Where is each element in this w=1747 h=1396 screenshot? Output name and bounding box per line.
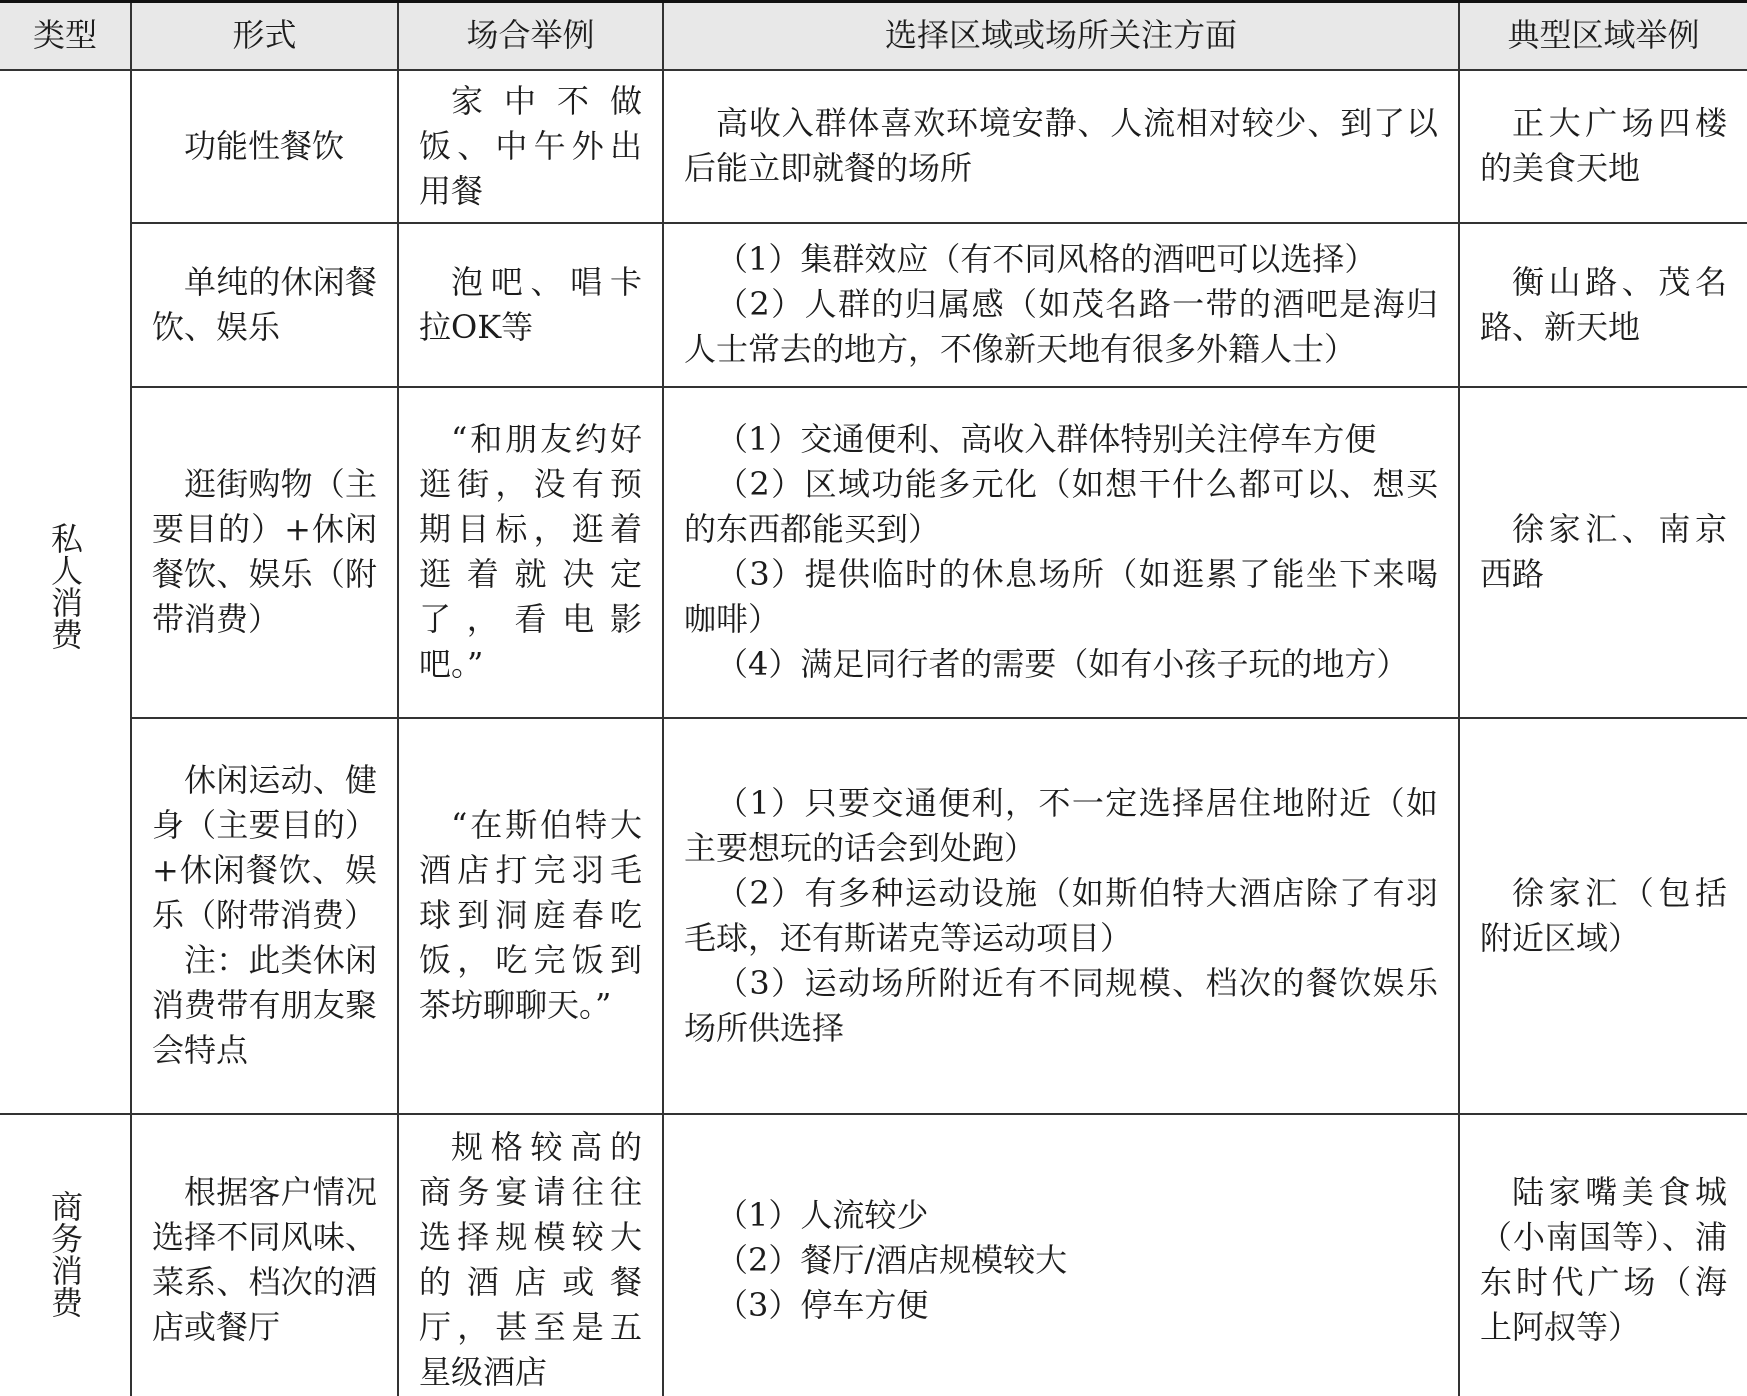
table-row bbox=[0, 70, 1747, 223]
focus-item: （2）区域功能多元化（如想干什么都可以、想买的东西都能买到） bbox=[684, 465, 1438, 548]
occasion-text: 规格较高的商务宴请往往选择规模较大的酒店或餐厅，甚至是五星级酒店 bbox=[419, 1128, 642, 1392]
focus-cell bbox=[663, 223, 1459, 387]
example-cell bbox=[1459, 223, 1747, 387]
example-cell bbox=[1459, 718, 1747, 1114]
header-type: 类型 bbox=[0, 2, 131, 70]
occasion-text: 泡吧、唱卡拉OK等 bbox=[419, 262, 642, 346]
example-text: 衡山路、茂名路、新天地 bbox=[1480, 262, 1727, 346]
form-cell bbox=[131, 1114, 398, 1396]
example-text: 徐家汇、南京西路 bbox=[1480, 510, 1727, 593]
type-label: 商务消费 bbox=[46, 1190, 84, 1319]
occasion-text: 家中不做饭、中午外出用餐 bbox=[419, 81, 642, 210]
focus-item: （2）人群的归属感（如茂名路一带的酒吧是海归人士常去的地方，不像新天地有很多外籍人士） bbox=[684, 285, 1438, 368]
focus-item: （2）有多种运动设施（如斯伯特大酒店除了有羽毛球，还有斯诺克等运动项目） bbox=[684, 873, 1438, 957]
table-row bbox=[0, 387, 1747, 718]
occasion-cell bbox=[398, 70, 663, 223]
focus-item: （1）集群效应（有不同风格的酒吧可以选择） bbox=[716, 240, 1377, 278]
form-text: 休闲运动、健身（主要目的）+休闲餐饮、娱乐（附带消费） bbox=[152, 761, 377, 934]
table-row bbox=[0, 718, 1747, 1114]
header-occasion: 场合举例 bbox=[398, 2, 663, 70]
focus-item: 高收入群体喜欢环境安静、人流相对较少、到了以后能立即就餐的场所 bbox=[684, 104, 1438, 187]
header-form: 形式 bbox=[131, 2, 398, 70]
form-cell bbox=[131, 718, 398, 1114]
focus-item: （2）餐厅/酒店规模较大 bbox=[716, 1240, 1068, 1279]
form-text: 功能性餐饮 bbox=[184, 126, 345, 165]
occasion-text: “在斯伯特大酒店打完羽毛球到洞庭春吃饭，吃完饭到茶坊聊聊天。” bbox=[419, 806, 642, 1024]
example-cell bbox=[1459, 1114, 1747, 1396]
focus-item: （4）满足同行者的需要（如有小孩子玩的地方） bbox=[716, 645, 1409, 683]
occasion-cell bbox=[398, 718, 663, 1114]
focus-cell bbox=[663, 718, 1459, 1114]
form-text: 逛街购物（主要目的）+休闲餐饮、娱乐（附带消费） bbox=[152, 465, 377, 638]
focus-item: （3）提供临时的休息场所（如逛累了能坐下来喝咖啡） bbox=[684, 555, 1438, 638]
occasion-text: “和朋友约好逛街，没有预期目标，逛着逛着就决定了，看电影吧。” bbox=[419, 420, 642, 683]
form-note: 注：此类休闲消费带有朋友聚会特点 bbox=[152, 941, 377, 1069]
form-cell bbox=[131, 223, 398, 387]
type-cell-business bbox=[0, 1114, 131, 1396]
header-example: 典型区域举例 bbox=[1459, 2, 1747, 70]
header-focus: 选择区域或场所关注方面 bbox=[663, 2, 1459, 70]
occasion-cell bbox=[398, 387, 663, 718]
type-cell-private bbox=[0, 70, 131, 1114]
focus-item: （3）停车方便 bbox=[716, 1285, 929, 1324]
example-text: 徐家汇（包括附近区域） bbox=[1480, 873, 1727, 957]
example-text: 正大广场四楼的美食天地 bbox=[1480, 104, 1727, 187]
table-row bbox=[0, 1114, 1747, 1396]
form-text: 单纯的休闲餐饮、娱乐 bbox=[152, 262, 377, 346]
type-label: 私人消费 bbox=[46, 521, 84, 650]
example-cell bbox=[1459, 70, 1747, 223]
focus-item: （1）交通便利、高收入群体特别关注停车方便 bbox=[716, 420, 1377, 458]
occasion-cell bbox=[398, 1114, 663, 1396]
focus-item: （1）人流较少 bbox=[716, 1195, 929, 1234]
table-row bbox=[0, 223, 1747, 387]
focus-cell bbox=[663, 1114, 1459, 1396]
focus-cell bbox=[663, 387, 1459, 718]
occasion-cell bbox=[398, 223, 663, 387]
focus-cell bbox=[663, 70, 1459, 223]
example-text: 陆家嘴美食城（小南国等）、浦东时代广场（海上阿叔等） bbox=[1480, 1173, 1727, 1347]
form-cell bbox=[131, 70, 398, 223]
focus-item: （3）运动场所附近有不同规模、档次的餐饮娱乐场所供选择 bbox=[684, 963, 1438, 1047]
header-row bbox=[0, 2, 1747, 70]
form-text: 根据客户情况选择不同风味、菜系、档次的酒店或餐厅 bbox=[152, 1173, 377, 1347]
focus-item: （1）只要交通便利，不一定选择居住地附近（如主要想玩的话会到处跑） bbox=[684, 783, 1438, 867]
example-cell bbox=[1459, 387, 1747, 718]
form-cell bbox=[131, 387, 398, 718]
